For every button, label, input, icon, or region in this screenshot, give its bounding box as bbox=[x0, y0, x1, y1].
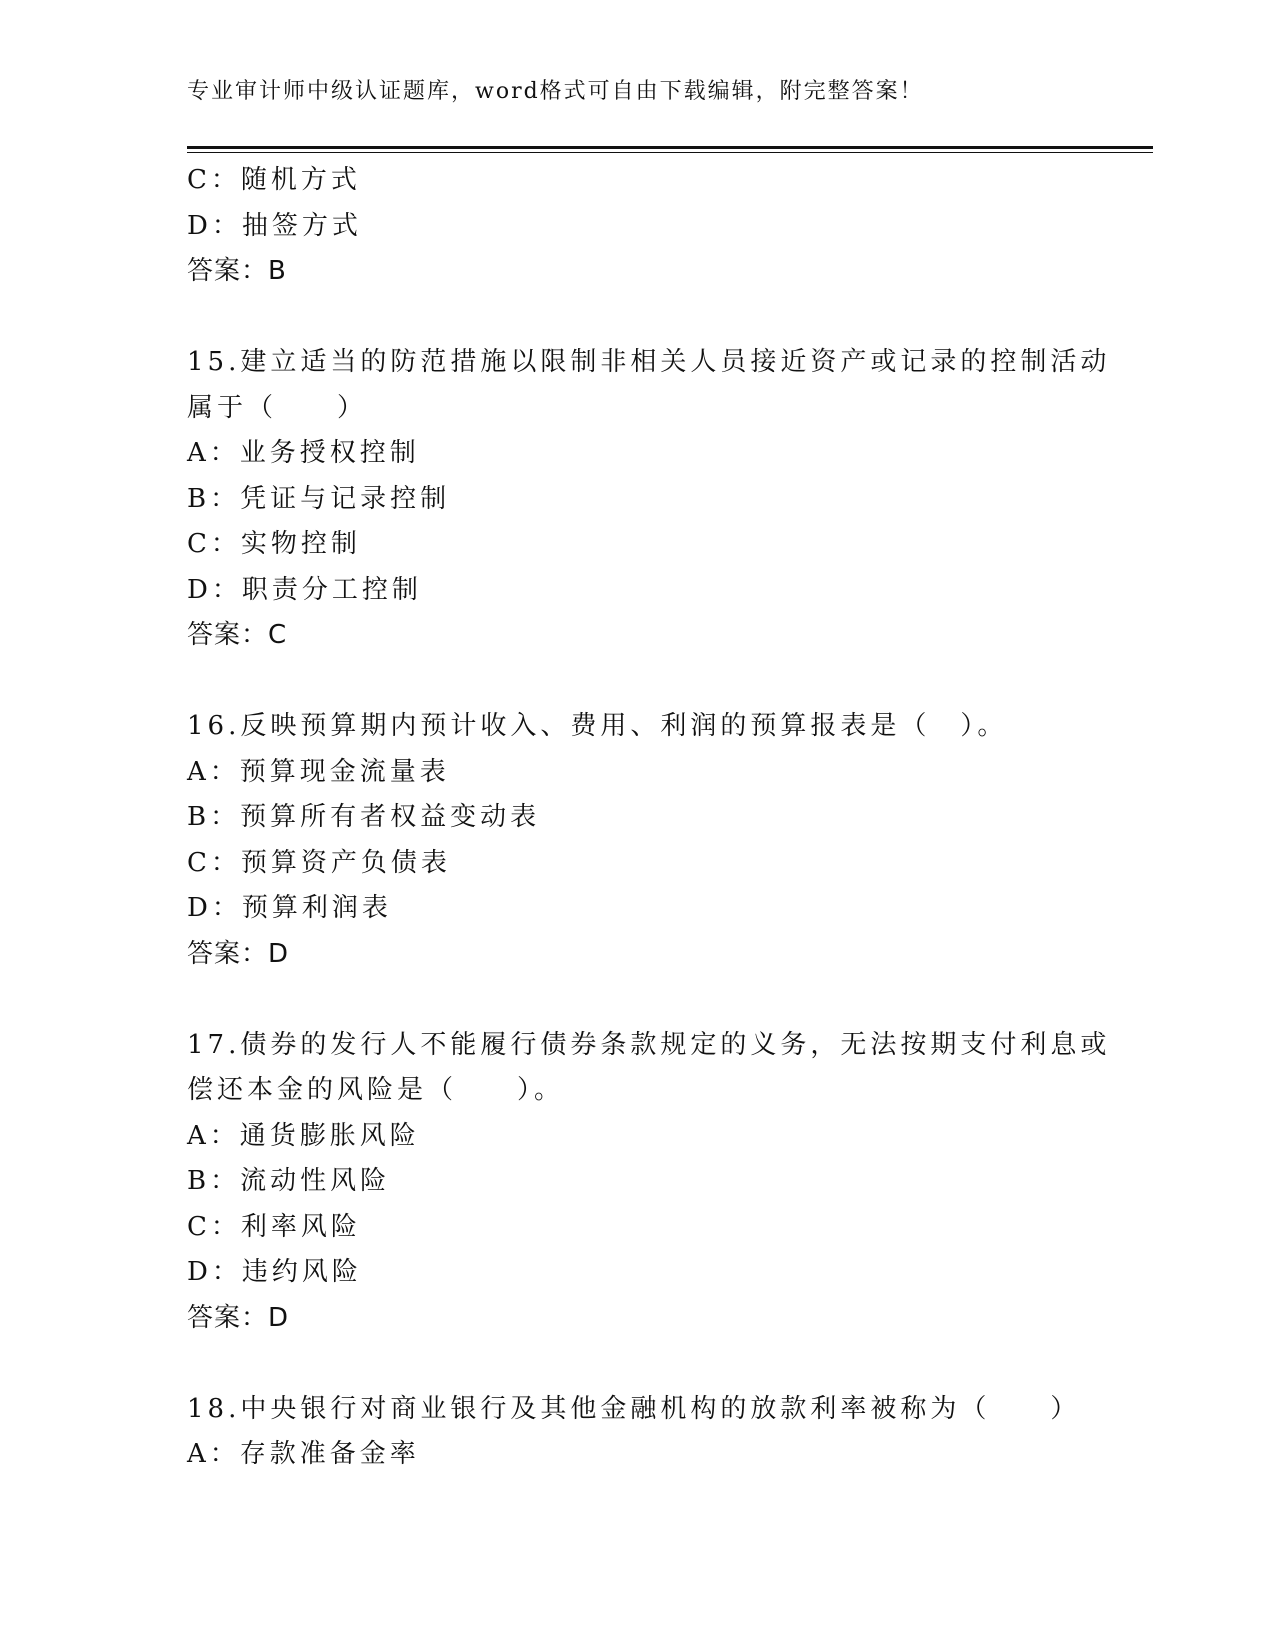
block-spacer bbox=[187, 659, 1127, 705]
option-line: B：流动性风险 bbox=[187, 1166, 391, 1196]
option-line: B：凭证与记录控制 bbox=[187, 483, 451, 514]
header-rule-thin bbox=[187, 152, 1153, 153]
block-spacer bbox=[187, 295, 1127, 341]
option-line: C：利率风险 bbox=[187, 1211, 361, 1242]
page-header-text: 专业审计师中级认证题库，word格式可自由下载编辑，附完整答案！ bbox=[187, 79, 924, 104]
question-block-17 bbox=[187, 1023, 1127, 1342]
block-spacer bbox=[187, 977, 1127, 1023]
option-line: C：随机方式 bbox=[187, 165, 361, 195]
answer-line: 答案：C bbox=[187, 620, 288, 650]
option-line: A：业务授权控制 bbox=[187, 438, 420, 468]
question-text: 17.债券的发行人不能履行债券条款规定的义务，无法按期支付利息或 bbox=[187, 1029, 1111, 1060]
option-line: D：违约风险 bbox=[187, 1257, 362, 1287]
option-line: A：通货膨胀风险 bbox=[187, 1120, 420, 1151]
answer-line: 答案：B bbox=[187, 256, 287, 286]
option-line: C：实物控制 bbox=[187, 529, 361, 559]
answer-line: 答案：D bbox=[187, 1302, 290, 1333]
option-line: B：预算所有者权益变动表 bbox=[187, 802, 541, 832]
header-rule-thick bbox=[187, 146, 1153, 149]
option-line: C：预算资产负债表 bbox=[187, 847, 451, 878]
option-line: A：存款准备金率 bbox=[187, 1439, 420, 1469]
question-content bbox=[187, 158, 1127, 1478]
question-block-15 bbox=[187, 340, 1127, 659]
question-text: 15.建立适当的防范措施以限制非相关人员接近资产或记录的控制活动 bbox=[187, 347, 1111, 377]
block-spacer bbox=[187, 1341, 1127, 1387]
question-text: 属于（ ） bbox=[187, 392, 368, 423]
question-text: 16.反映预算期内预计收入、费用、利润的预算报表是（ ）。 bbox=[187, 711, 1008, 741]
option-line: A：预算现金流量表 bbox=[187, 756, 450, 787]
question-text: 偿还本金的风险是（ ）。 bbox=[187, 1075, 565, 1105]
question-block-18 bbox=[187, 1387, 1127, 1478]
question-block-14 bbox=[187, 158, 1127, 295]
option-line: D：职责分工控制 bbox=[187, 574, 422, 605]
option-line: D：预算利润表 bbox=[187, 893, 392, 923]
question-text: 18.中央银行对商业银行及其他金融机构的放款利率被称为（ ） bbox=[187, 1393, 1081, 1424]
question-block-16 bbox=[187, 704, 1127, 977]
option-line: D：抽签方式 bbox=[187, 210, 362, 241]
answer-line: 答案：D bbox=[187, 938, 290, 969]
